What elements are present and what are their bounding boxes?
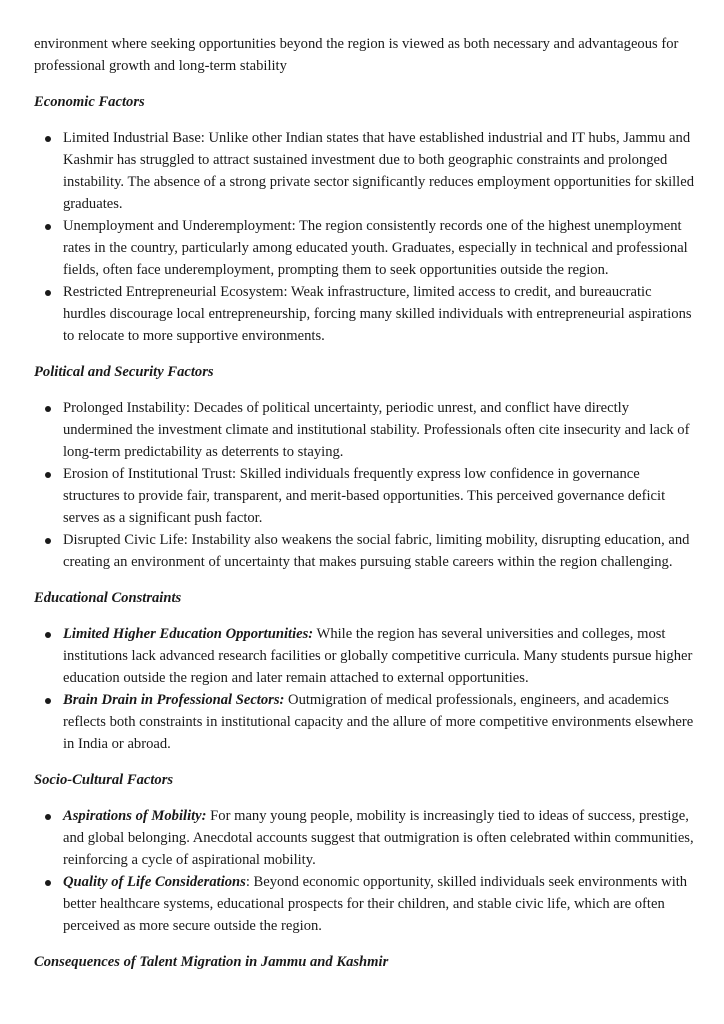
item-term: Aspirations of Mobility: <box>63 808 207 824</box>
list-item: Limited Higher Education Opportunities: While the region has several universities and colleges, most institutions lack advanced research facilities or globally competitive curricula. Many students pursue higher education outside the region and later remain attached to external opportunities. <box>34 623 694 689</box>
bullet-icon <box>45 136 51 142</box>
bullet-icon <box>45 406 51 412</box>
socio-cultural-list <box>34 805 694 937</box>
list-item: Disrupted Civic Life: Instability also weakens the social fabric, limiting mobility, disrupting education, and creating an environment of uncertainty that makes pursuing stable careers within the region challenging. <box>34 529 694 573</box>
list-item: Limited Industrial Base: Unlike other Indian states that have established industrial and IT hubs, Jammu and Kashmir has struggled to attract sustained investment due to both geographic constraints and prolonged instability. The absence of a strong private sector significantly reduces employment opportunities for skilled graduates. <box>34 127 694 215</box>
bullet-icon <box>45 472 51 478</box>
bullet-icon <box>45 880 51 886</box>
bullet-icon <box>45 538 51 544</box>
bullet-icon <box>45 698 51 704</box>
bullet-icon <box>45 224 51 230</box>
bullet-icon <box>45 632 51 638</box>
item-term: Quality of Life Considerations <box>63 874 246 890</box>
list-item: Brain Drain in Professional Sectors: Outmigration of medical professionals, engineers, and academics reflects both constraints in institutional capacity and the allure of more competitive environments elsewhere in India or abroad. <box>34 689 694 755</box>
list-item: Aspirations of Mobility: For many young people, mobility is increasingly tied to ideas of success, prestige, and global belonging. Anecdotal accounts suggest that outmigration is often celebrated within communities, reinforcing a cycle of aspirational mobility. <box>34 805 694 871</box>
intro-paragraph: environment where seeking opportunities beyond the region is viewed as both necessary and advantageous for professional growth and long-term stability <box>34 36 679 74</box>
political-factors-list <box>34 397 694 573</box>
item-term: Limited Higher Education Opportunities: <box>63 626 314 642</box>
economic-factors-list <box>34 127 694 347</box>
list-item: Restricted Entrepreneurial Ecosystem: Weak infrastructure, limited access to credit, and bureaucratic hurdles discourage local entrepreneurship, forcing many skilled individuals with entrepreneurial aspirations to relocate to more supportive environments. <box>34 281 694 347</box>
section-heading-economic: Economic Factors <box>34 94 145 110</box>
section-heading-socio-cultural: Socio-Cultural Factors <box>34 772 174 788</box>
educational-constraints-list <box>34 623 694 755</box>
list-item: Erosion of Institutional Trust: Skilled individuals frequently express low confidence in governance structures to provide fair, transparent, and merit-based opportunities. This perceived governance deficit serves as a significant push factor. <box>34 463 694 529</box>
section-heading-political: Political and Security Factors <box>34 364 214 380</box>
list-item: Quality of Life Considerations: Beyond economic opportunity, skilled individuals seek environments with better healthcare systems, educational prospects for their children, and stable civic life, which are often perceived as more secure outside the region. <box>34 871 694 937</box>
bullet-icon <box>45 290 51 296</box>
list-item: Prolonged Instability: Decades of political uncertainty, periodic unrest, and conflict have directly undermined the investment climate and institutional stability. Professionals often cite insecurity and lack of long-term predictability as deterrents to staying. <box>34 397 694 463</box>
list-item: Unemployment and Underemployment: The region consistently records one of the highest unemployment rates in the country, particularly among educated youth. Graduates, especially in technical and professional fields, often face underemployment, prompting them to seek opportunities outside the region. <box>34 215 694 281</box>
bullet-icon <box>45 814 51 820</box>
item-term: Brain Drain in Professional Sectors: <box>63 692 285 708</box>
section-heading-consequences: Consequences of Talent Migration in Jammu and Kashmir <box>34 954 389 970</box>
section-heading-educational: Educational Constraints <box>34 590 182 606</box>
